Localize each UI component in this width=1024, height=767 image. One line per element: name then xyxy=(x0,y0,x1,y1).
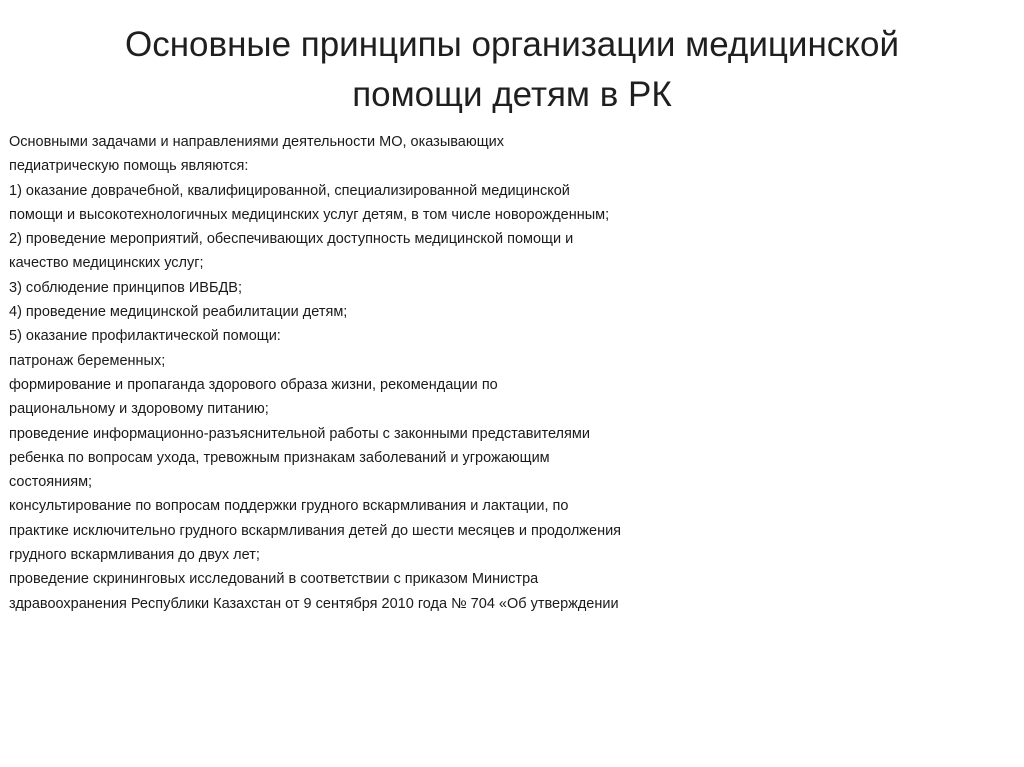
body-line: грудного вскармливания до двух лет; xyxy=(9,547,260,564)
slide-title-line-2: помощи детям в РК xyxy=(352,75,672,114)
body-line: состояниям; xyxy=(9,474,93,491)
body-line: педиатрическую помощь являются: xyxy=(9,158,249,175)
body-line: практике исключительно грудного вскармливания детей до шести месяцев и продолжения xyxy=(9,522,622,539)
body-line: 2) проведение мероприятий, обеспечивающих доступность медицинской помощи и xyxy=(9,231,574,248)
body-line: патронаж беременных; xyxy=(9,352,166,369)
body-line: Основными задачами и направлениями деятельности МО, оказывающих xyxy=(9,134,505,150)
body-line: формирование и пропаганда здорового образа жизни, рекомендации по xyxy=(9,376,498,393)
body-line: здравоохранения Республики Казахстан от 9 сентября 2010 года № 704 «Об утверждении xyxy=(9,595,619,612)
body-line: качество медицинских услуг; xyxy=(9,255,204,272)
body-line: ребенка по вопросам ухода, тревожным признакам заболеваний и угрожающим xyxy=(9,449,550,466)
body-line: 5) оказание профилактической помощи: xyxy=(9,328,281,345)
body-line: 1) оказание доврачебной, квалифицированной, специализированной медицинской xyxy=(9,182,570,199)
body-line: помощи и высокотехнологичных медицинских услуг детям, в том числе новорожденным; xyxy=(9,206,610,223)
body-line: проведение информационно-разъяснительной работы с законными представителями xyxy=(9,425,590,442)
body-line: 3) соблюдение принципов ИВБДВ; xyxy=(9,279,242,296)
body-line: проведение скрининговых исследований в соответствии с приказом Министра xyxy=(9,571,539,588)
body-line: 4) проведение медицинской реабилитации детям; xyxy=(9,304,348,321)
slide-title xyxy=(60,20,964,120)
slide-body-text xyxy=(9,130,729,616)
body-line: рациональному и здоровому питанию; xyxy=(9,401,269,418)
body-line: консультирование по вопросам поддержки грудного вскармливания и лактации, по xyxy=(9,498,569,515)
slide-title-line-1: Основные принципы организации медицинской xyxy=(124,25,900,64)
